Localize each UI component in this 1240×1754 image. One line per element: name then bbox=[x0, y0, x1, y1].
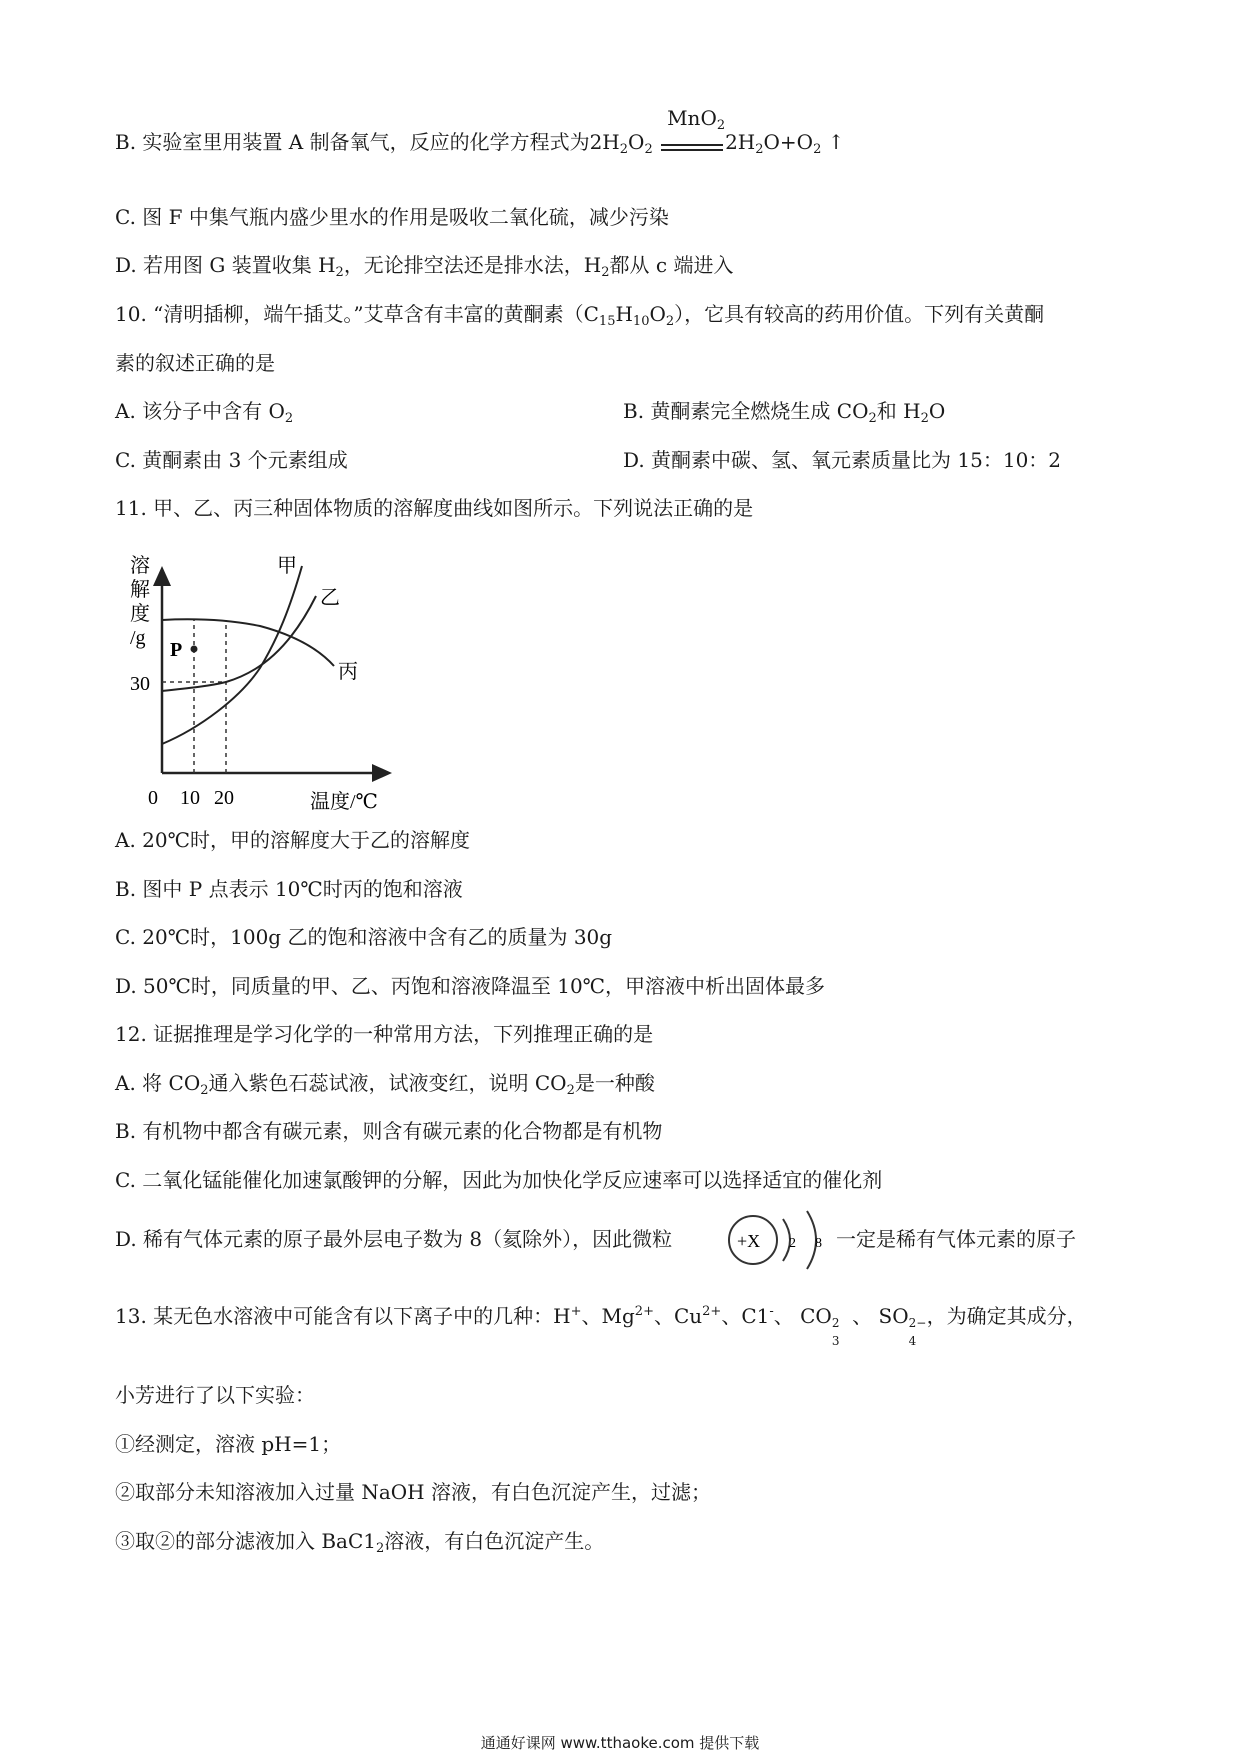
q12-option-a: A. 将 $CO_2$通入紫色石蕊试液，试液变红，说明 $CO_2$是一种酸 bbox=[115, 1071, 655, 1098]
q13-step-3: ③取②的部分滤液加入 $BaC1_2$溶液，有白色沉淀产生。 bbox=[115, 1529, 605, 1556]
q13-step-3-part1: ③取②的部分滤液加入 BaC1 bbox=[115, 1529, 377, 1553]
q10-stem: 10. “清明插柳，端午插艾。”艾草含有丰富的黄酮素$(C_{15}H_{10}O_2)$，它具有较高的药用价值。下列有关黄酮 bbox=[115, 302, 1045, 329]
q11-option-d: D. 50℃时，同质量的甲、乙、丙饱和溶液降温至 10℃，甲溶液中析出固体最多 bbox=[115, 974, 826, 998]
q10-option-b: B. 黄酮素完全燃烧生成 $CO_2$和 $H_2O$ bbox=[623, 399, 946, 426]
q13-stem-part1: 13. 某无色水溶液中可能含有以下离子中的几种：H bbox=[115, 1304, 571, 1328]
q13-cu: 、Cu bbox=[653, 1304, 703, 1328]
q13-step-3-part2: 溶液，有白色沉淀产生。 bbox=[384, 1529, 605, 1553]
q9-option-c: C. 图 F 中集气瓶内盛少里水的作用是吸收二氧化硫，减少污染 bbox=[115, 205, 669, 229]
q11-option-a: A. 20℃时，甲的溶解度大于乙的溶解度 bbox=[115, 828, 470, 852]
atom-structure-diagram bbox=[725, 1205, 835, 1275]
q10-option-d: D. 黄酮素中碳、氢、氧元素质量比为 15：10：2 bbox=[623, 448, 1062, 472]
curve-yi bbox=[162, 596, 316, 691]
q13-cl: 、C1 bbox=[721, 1304, 770, 1328]
y-tick-30: 30 bbox=[130, 673, 150, 695]
equation: $2H_2O_2$ MnO$_2$ $2H_2O+O_2$ ↑ bbox=[590, 130, 845, 154]
q10-option-a-text: A. 该分子中含有 O bbox=[115, 399, 285, 423]
reaction-arrow bbox=[659, 106, 726, 164]
q9-option-b bbox=[115, 106, 845, 164]
q13-step-1: ①经测定，溶液 pH=1； bbox=[115, 1432, 342, 1456]
x-tick-0: 0 bbox=[148, 787, 158, 809]
q12-a-part1: A. 将 CO bbox=[115, 1071, 201, 1095]
q13-so4: 、 SO bbox=[845, 1304, 909, 1328]
x-tick-10: 10 bbox=[180, 787, 200, 809]
q10-stem-part2: ），它具有较高的药用价值。下列有关黄酮 bbox=[674, 302, 1045, 326]
q12-d-part1: D. 稀有气体元素的原子最外层电子数为 8（氦除外），因此微粒 bbox=[115, 1227, 673, 1251]
solubility-chart bbox=[120, 548, 410, 818]
q10-option-b-part2: 和 H bbox=[876, 399, 921, 423]
q13-stem: 13. 某无色水溶液中可能含有以下离子中的几种：H+、$Mg^{2+}$、$Cu^{2+}$、C1-、 CO 2 3 、 SO 2− 4 ，为确定其成分， bbox=[115, 1304, 1087, 1348]
y-axis-label-1: 溶 bbox=[130, 555, 150, 577]
q12-option-d bbox=[115, 1225, 672, 1253]
y-axis-arrow bbox=[153, 566, 171, 586]
q10-option-b-part1: B. 黄酮素完全燃烧生成 CO bbox=[623, 399, 869, 423]
shell-1-electrons: 2 bbox=[789, 1236, 796, 1251]
q10-stem-line2: 素的叙述正确的是 bbox=[115, 351, 275, 375]
q9-d-part1: D. 若用图 G 装置收集 H bbox=[115, 253, 336, 277]
q10-option-c: C. 黄酮素由 3 个元素组成 bbox=[115, 448, 348, 472]
series-label-yi: 乙 bbox=[320, 587, 340, 609]
y-axis-label-2: 解 bbox=[130, 579, 150, 601]
q12-option-c: C. 二氧化锰能催化加速氯酸钾的分解，因此为加快化学反应速率可以选择适宜的催化剂 bbox=[115, 1168, 883, 1192]
nucleus-label: +X bbox=[737, 1231, 761, 1251]
series-label-bing: 丙 bbox=[338, 661, 358, 683]
q12-option-d-tail: 一定是稀有气体元素的原子 bbox=[836, 1227, 1076, 1251]
q11-option-b: B. 图中 P 点表示 10℃时丙的饱和溶液 bbox=[115, 877, 463, 901]
q12-stem: 12. 证据推理是学习化学的一种常用方法，下列推理正确的是 bbox=[115, 1022, 654, 1046]
q11-stem: 11. 甲、乙、丙三种固体物质的溶解度曲线如图所示。下列说法正确的是 bbox=[115, 496, 754, 520]
q13-co3: 、 CO bbox=[773, 1304, 832, 1328]
q13-step-2: ②取部分未知溶液加入过量 NaOH 溶液，有白色沉淀产生，过滤； bbox=[115, 1480, 711, 1504]
q13-mg: 、Mg bbox=[581, 1304, 635, 1328]
catalyst-label: MnO$_2$ bbox=[667, 106, 726, 133]
shell-2-electrons: 8 bbox=[815, 1236, 822, 1251]
series-label-jia: 甲 bbox=[277, 555, 297, 577]
y-axis-label-3: 度 bbox=[130, 603, 150, 625]
curve-bing bbox=[162, 619, 334, 666]
point-p-label: P bbox=[170, 639, 183, 661]
y-axis-label-4: /g bbox=[130, 627, 146, 649]
q10-option-a: A. 该分子中含有 $O_2$ bbox=[115, 399, 294, 426]
q9-d-part3: 都从 c 端进入 bbox=[609, 253, 734, 277]
x-tick-20: 20 bbox=[214, 787, 234, 809]
page-footer: 通通好课网 www.tthaoke.com 提供下载 bbox=[480, 1734, 760, 1752]
q11-option-c: C. 20℃时，100g 乙的饱和溶液中含有乙的质量为 30g bbox=[115, 925, 613, 949]
q13-stem-tail: ，为确定其成分， bbox=[926, 1304, 1087, 1328]
x-axis-label: 温度/℃ bbox=[310, 791, 378, 813]
q9-d-part2: ，无论排空法还是排水法，H bbox=[343, 253, 602, 277]
point-p bbox=[191, 646, 198, 653]
q12-option-b: B. 有机物中都含有碳元素，则含有碳元素的化合物都是有机物 bbox=[115, 1119, 663, 1143]
q9-option-b-text: B. 实验室里用装置 A 制备氧气，反应的化学方程式为 bbox=[115, 130, 590, 154]
q12-a-part3: 是一种酸 bbox=[574, 1071, 655, 1095]
q9-option-d: D. 若用图 G 装置收集 $H_2$，无论排空法还是排水法，$H_2$都从 c 端进入 bbox=[115, 253, 734, 280]
q10-option-b-part3: O bbox=[928, 399, 946, 423]
q13-stem-line2: 小芳进行了以下实验： bbox=[115, 1383, 315, 1407]
q10-stem-part1: 10. “清明插柳，端午插艾。”艾草含有丰富的黄酮素（C bbox=[115, 302, 599, 326]
curve-jia bbox=[162, 566, 302, 744]
q12-a-part2: 通入紫色石蕊试液，试液变红，说明 CO bbox=[208, 1071, 567, 1095]
x-axis-arrow bbox=[372, 764, 392, 782]
